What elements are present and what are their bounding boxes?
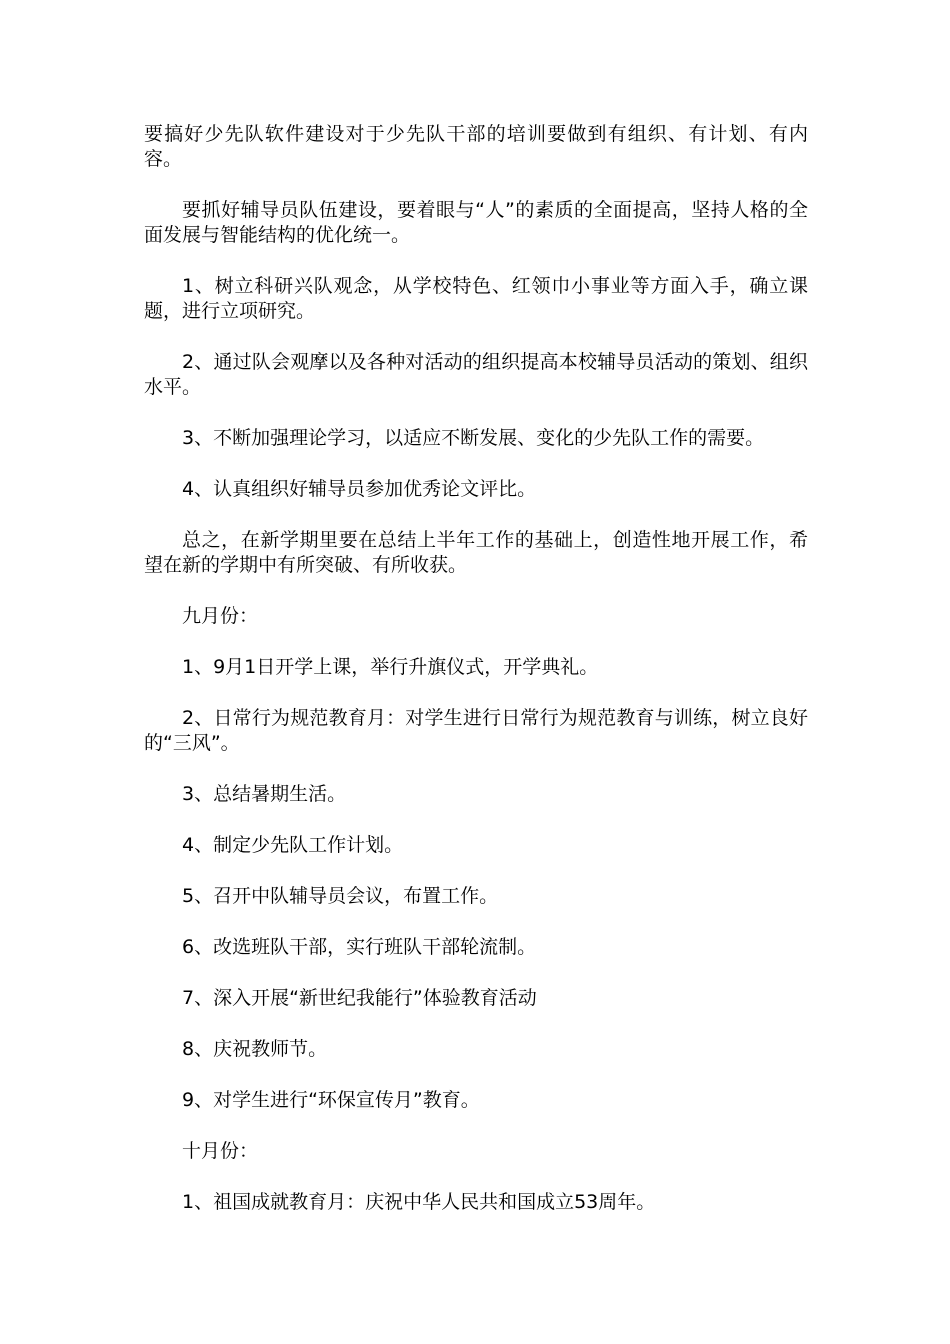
list-item: 3、总结暑期生活。 xyxy=(182,783,347,805)
paragraph-3: 1、树立科研兴队观念，从学校特色、红领巾小事业等方面入手，确立课题，进行立项研究。 xyxy=(144,275,808,322)
section-heading-september: 九月份： xyxy=(182,605,259,627)
list-item: 2、日常行为规范教育月：对学生进行日常行为规范教育与训练，树立良好的“三风”。 xyxy=(144,707,808,754)
list-item: 9、对学生进行“环保宣传月”教育。 xyxy=(182,1089,480,1111)
paragraph-7: 总之，在新学期里要在总结上半年工作的基础上，创造性地开展工作，希望在新的学期中有所突破、有所收获。 xyxy=(144,529,808,576)
list-item: 8、庆祝教师节。 xyxy=(182,1038,328,1060)
document-page xyxy=(144,122,808,1241)
list-item: 6、改选班队干部，实行班队干部轮流制。 xyxy=(182,936,537,958)
list-item: 7、深入开展“新世纪我能行”体验教育活动 xyxy=(182,987,537,1009)
paragraph-6: 4、认真组织好辅导员参加优秀论文评比。 xyxy=(182,478,537,500)
list-item: 1、9月1日开学上课，举行升旗仪式，开学典礼。 xyxy=(182,656,599,678)
paragraph-1: 要搞好少先队软件建设对于少先队干部的培训要做到有组织、有计划、有内容。 xyxy=(144,123,808,170)
paragraph-5: 3、不断加强理论学习，以适应不断发展、变化的少先队工作的需要。 xyxy=(182,427,765,449)
list-item: 1、祖国成就教育月：庆祝中华人民共和国成立53周年。 xyxy=(182,1191,656,1213)
paragraph-4: 2、通过队会观摩以及各种对活动的组织提高本校辅导员活动的策划、组织水平。 xyxy=(144,351,808,398)
list-item: 5、召开中队辅导员会议，布置工作。 xyxy=(182,885,499,907)
list-item: 4、制定少先队工作计划。 xyxy=(182,834,404,856)
paragraph-2: 要抓好辅导员队伍建设，要着眼与“人”的素质的全面提高，坚持人格的全面发展与智能结构的优化统一。 xyxy=(144,199,808,246)
section-heading-october: 十月份： xyxy=(182,1140,259,1162)
